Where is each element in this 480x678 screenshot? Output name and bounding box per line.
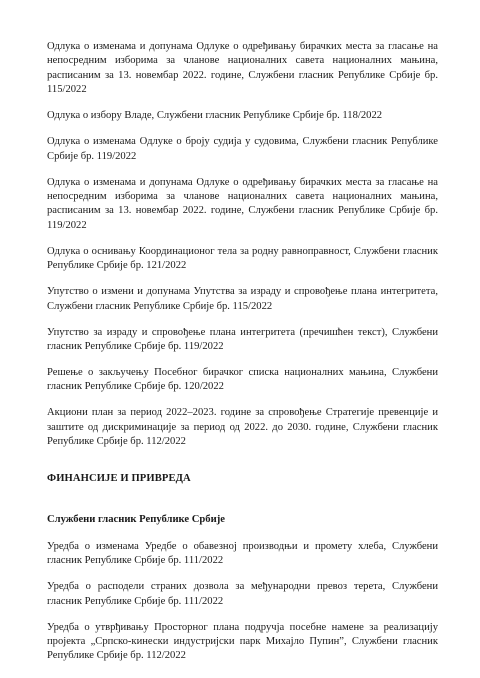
document-entry: Уредба о изменама Уредбе о обавезној производњи и промету хлеба, Службени гласник Републике Србије бр. 111/2022 bbox=[47, 540, 438, 567]
document-entry: Одлука о изменама и допунама Одлуке о одређивању бирачких места за гласање на непосредним изборима за чланове националних савета националних мањина, расписаним за 13. новембар 2022. године, Службени гласник Републике Србије бр. 115/2022 bbox=[47, 41, 438, 96]
document-entry: Одлука о изменама и допунама Одлуке о одређивању бирачких места за гласање на непосредним изборима за чланове националних савета националних мањина, расписаним за 13. новембар 2022. године, Службени гласник Републике Србије бр. 119/2022 bbox=[47, 176, 438, 231]
document-entry: Решење о закључењу Посебног бирачког списка националних мањина, Службени гласник Републике Србије бр. 120/2022 bbox=[47, 367, 438, 393]
section-heading: ФИНАНСИЈЕ И ПРИВРЕДА bbox=[47, 472, 191, 484]
document-entry: Одлука о изменама Одлуке о броју судија у судовима, Службени гласник Републике Србије бр. 119/2022 bbox=[47, 136, 438, 162]
document-page bbox=[47, 40, 438, 675]
document-entry: Акциони план за период 2022–2023. године за спровођење Стратегије превенције и заштите од дискриминације за период од 2022. до 2030. године, Службени гласник Републике Србије бр. 112/2022 bbox=[47, 407, 438, 448]
document-entry: Упутство за израду и спровођење плана интегритета (пречишћен текст), Службени гласник Републике Србије бр. 119/2022 bbox=[47, 326, 438, 353]
document-entry: Одлука о оснивању Координационог тела за родну равноправност, Службени гласник Републике Србије бр. 121/2022 bbox=[47, 245, 438, 272]
document-entry: Уредба о утврђивању Просторног плана подручја посебне намене за реализацију пројекта „Српско-кинески индустријски парк Михајло Пупин”, Службени гласник Републике Србије бр. 112/2022 bbox=[47, 621, 438, 662]
subsection-heading: Службени гласник Републике Србије bbox=[47, 513, 225, 525]
document-entry: Одлука о избору Владе, Службени гласник Републике Србије бр. 118/2022 bbox=[47, 110, 383, 122]
document-entry: Уредба о расподели страних дозвола за међународни превоз терета, Службени гласник Републике Србије бр. 111/2022 bbox=[47, 581, 438, 607]
document-entry: Упутство о измени и допунама Упутства за израду и спровођење плана интегритета, Службени гласник Републике Србије бр. 115/2022 bbox=[47, 286, 438, 312]
